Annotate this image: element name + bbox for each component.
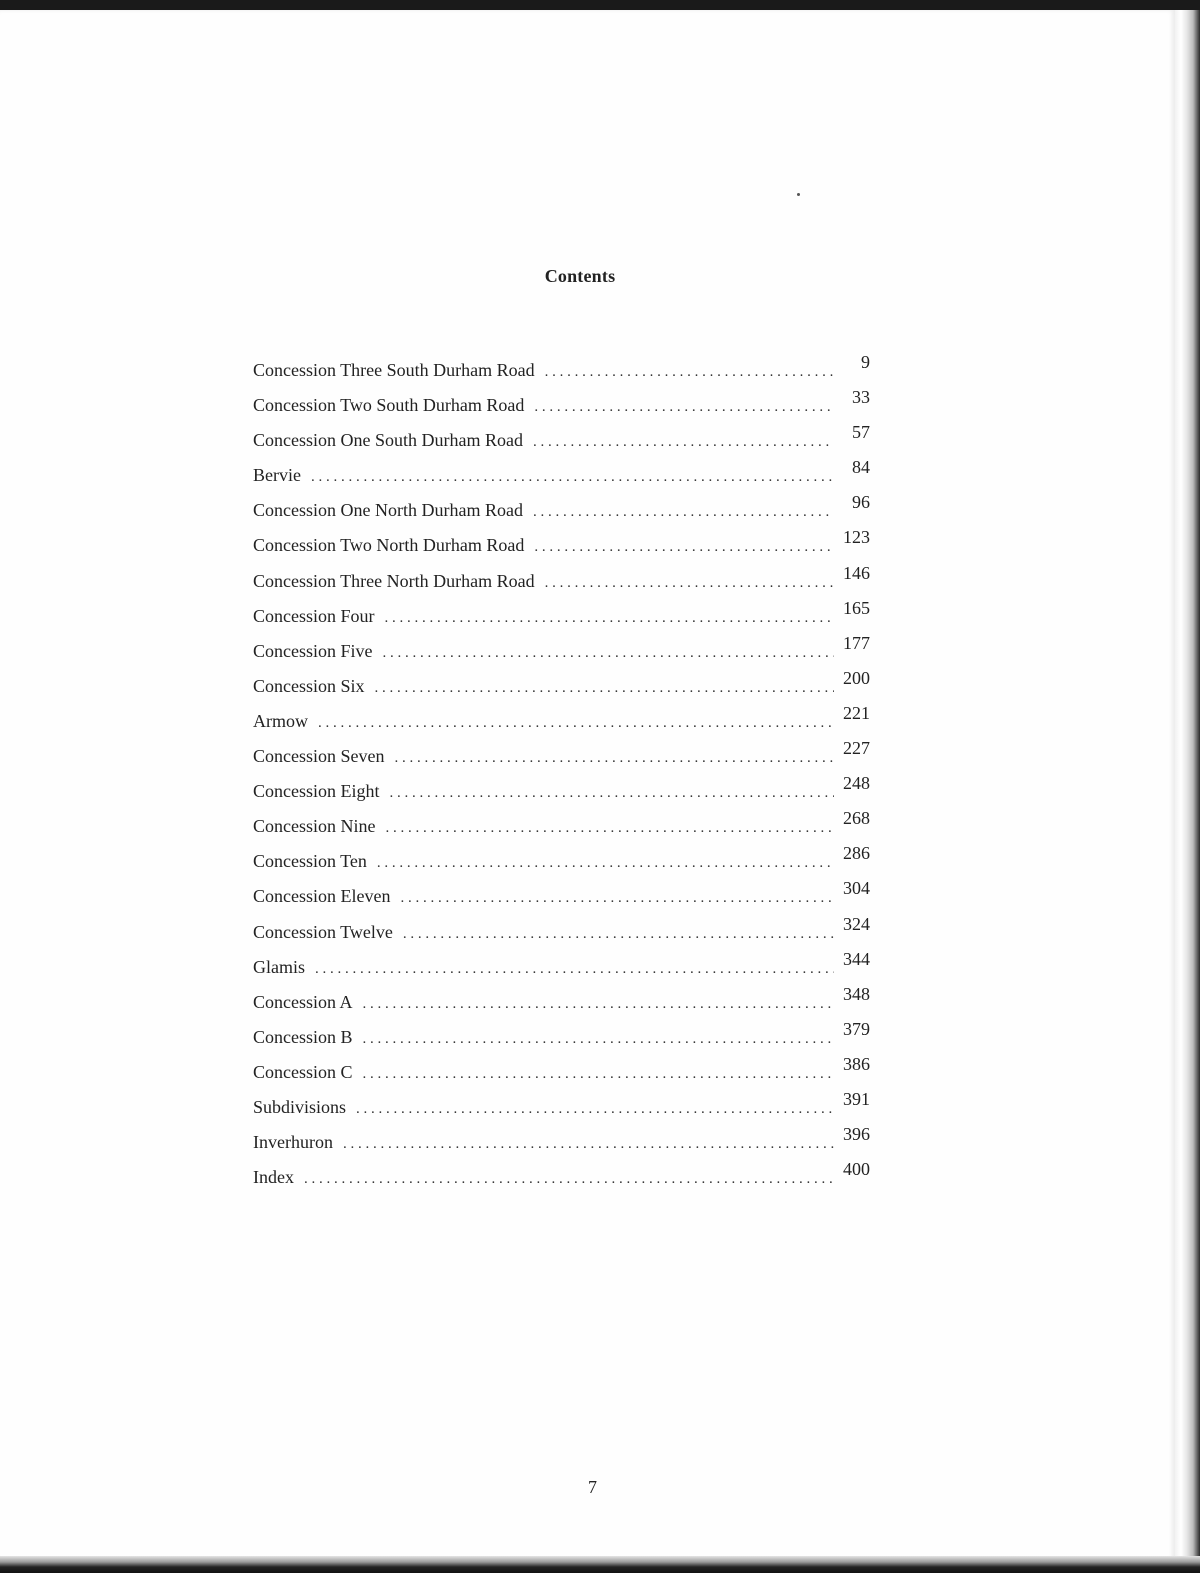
toc-entry <box>253 844 870 879</box>
page-stack-edge <box>1175 10 1200 1565</box>
toc-entry <box>253 669 870 704</box>
scan-speck <box>797 193 800 196</box>
toc-entry <box>253 774 870 809</box>
book-page <box>0 10 1175 1560</box>
toc-entry-label: Concession Nine <box>253 816 376 837</box>
toc-page-number: 33 <box>852 387 870 408</box>
page-bottom-edge <box>0 1556 1200 1573</box>
toc-dot-leader <box>304 1162 834 1197</box>
toc-entry <box>253 915 870 950</box>
toc-entry <box>253 528 870 563</box>
toc-entry-label: Concession Ten <box>253 851 367 872</box>
toc-dot-leader <box>377 846 834 881</box>
toc-entry <box>253 493 870 528</box>
toc-page-number: 304 <box>843 878 870 899</box>
toc-page-number: 9 <box>861 352 870 372</box>
table-of-contents <box>253 353 870 1195</box>
toc-dot-leader <box>394 741 834 776</box>
toc-dot-leader <box>318 706 834 741</box>
toc-entry <box>253 879 870 914</box>
toc-dot-leader <box>533 495 834 530</box>
toc-entry-label: Concession Eleven <box>253 886 391 907</box>
toc-page-number: 146 <box>843 562 870 583</box>
toc-dot-leader <box>403 917 834 952</box>
toc-page-number: 286 <box>843 843 870 864</box>
toc-entry <box>253 1055 870 1090</box>
toc-entry-label: Concession C <box>253 1061 353 1082</box>
toc-dot-leader <box>385 811 834 846</box>
toc-entry-label: Subdivisions <box>253 1096 347 1117</box>
toc-dot-leader <box>534 390 834 425</box>
toc-entry-label: Concession B <box>253 1026 353 1047</box>
toc-page-number: 96 <box>852 492 870 513</box>
toc-entry <box>253 458 870 493</box>
toc-entry <box>253 1125 870 1160</box>
toc-entry-label: Concession One South Durham Road <box>253 430 523 451</box>
toc-entry <box>253 1160 870 1195</box>
toc-page-number: 396 <box>843 1124 870 1145</box>
toc-entry-label: Bervie <box>253 465 301 486</box>
toc-entry-label: Concession Six <box>253 675 365 696</box>
toc-entry-label: Armow <box>253 710 308 731</box>
toc-dot-leader <box>545 355 834 390</box>
toc-entry <box>253 423 870 458</box>
toc-dot-leader <box>390 776 835 811</box>
toc-entry <box>253 809 870 844</box>
toc-entry-label: Concession Twelve <box>253 921 393 942</box>
toc-dot-leader <box>533 425 834 460</box>
toc-entry-label: Concession A <box>253 991 353 1012</box>
toc-page-number: 165 <box>843 597 870 618</box>
toc-dot-leader <box>400 881 834 916</box>
toc-page-number: 348 <box>843 983 870 1004</box>
toc-page-number: 400 <box>843 1159 870 1180</box>
toc-entry-label: Concession Five <box>253 640 373 661</box>
toc-dot-leader <box>534 530 834 565</box>
toc-entry-label: Concession Two North Durham Road <box>253 535 525 556</box>
toc-page-number: 248 <box>843 773 870 794</box>
toc-entry <box>253 950 870 985</box>
toc-page-number: 227 <box>843 738 870 759</box>
toc-entry <box>253 1090 870 1125</box>
toc-page-number: 324 <box>843 913 870 934</box>
toc-entry <box>253 388 870 423</box>
toc-entry <box>253 564 870 599</box>
toc-page-number: 123 <box>843 527 870 548</box>
toc-page-number: 200 <box>843 667 870 688</box>
toc-dot-leader <box>383 636 835 671</box>
toc-dot-leader <box>375 671 834 706</box>
toc-dot-leader <box>363 1057 834 1092</box>
toc-entry <box>253 739 870 774</box>
toc-dot-leader <box>356 1092 834 1127</box>
toc-dot-leader <box>545 566 834 601</box>
toc-entry-label: Concession Seven <box>253 746 385 767</box>
toc-entry-label: Concession Three North Durham Road <box>253 570 535 591</box>
toc-entry <box>253 599 870 634</box>
toc-entry <box>253 985 870 1020</box>
toc-entry-label: Concession Three South Durham Road <box>253 360 535 380</box>
page-title: Contents <box>544 266 616 286</box>
toc-entry-label: Inverhuron <box>253 1132 333 1153</box>
toc-entry <box>253 634 870 669</box>
toc-page-number: 386 <box>843 1053 870 1074</box>
toc-dot-leader <box>343 1127 834 1162</box>
toc-dot-leader <box>315 952 834 987</box>
toc-dot-leader <box>363 1022 834 1057</box>
toc-entry-label: Glamis <box>253 956 305 977</box>
toc-dot-leader <box>311 460 834 495</box>
toc-page-number: 391 <box>843 1088 870 1109</box>
toc-page-number: 379 <box>843 1018 870 1039</box>
toc-page-number: 57 <box>852 422 870 443</box>
toc-dot-leader <box>363 987 834 1022</box>
toc-entry-label: Index <box>253 1167 294 1188</box>
toc-entry <box>253 353 870 388</box>
toc-entry-label: Concession One North Durham Road <box>253 500 523 521</box>
toc-page-number: 268 <box>843 808 870 829</box>
toc-entry <box>253 704 870 739</box>
page-number: 7 <box>588 1477 597 1497</box>
toc-page-number: 221 <box>843 702 870 723</box>
toc-page-number: 177 <box>843 632 870 653</box>
toc-entry <box>253 1020 870 1055</box>
toc-page-number: 84 <box>852 457 870 478</box>
toc-entry-label: Concession Eight <box>253 781 380 802</box>
toc-entry-label: Concession Two South Durham Road <box>253 395 525 416</box>
toc-entry-label: Concession Four <box>253 605 375 626</box>
toc-page-number: 344 <box>843 948 870 969</box>
toc-dot-leader <box>385 601 835 636</box>
